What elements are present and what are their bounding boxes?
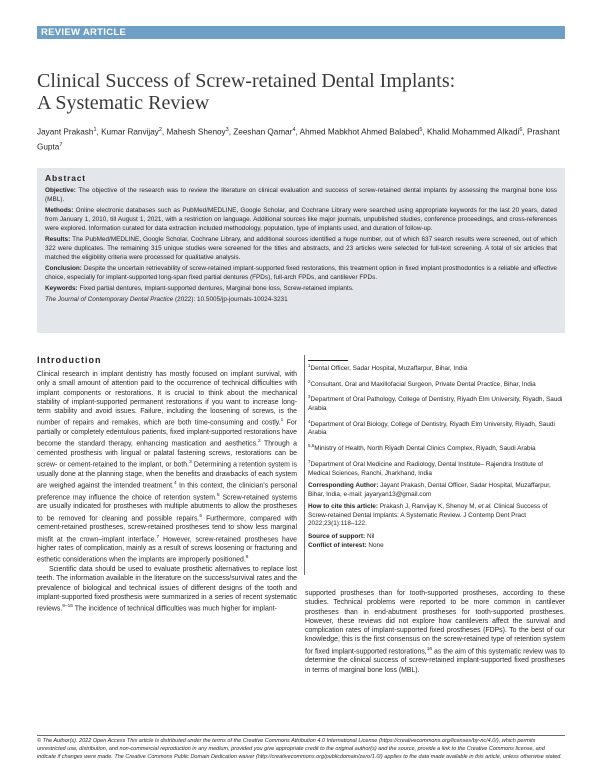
affiliations-block bbox=[308, 362, 565, 550]
article-title bbox=[37, 70, 565, 114]
affiliation-marker: 4 bbox=[308, 418, 311, 424]
introduction-heading: Introduction bbox=[37, 355, 102, 365]
text-run: In this context, the clinician's personal preference may influence the choice of retention system. bbox=[37, 482, 297, 502]
article-type-label: REVIEW ARTICLE bbox=[41, 27, 127, 38]
author-affiliation-marker: 3 bbox=[225, 127, 229, 133]
affiliation-item bbox=[308, 362, 565, 374]
footnote-rule bbox=[308, 360, 348, 361]
affiliation-marker: 7 bbox=[308, 458, 311, 464]
abstract-box bbox=[37, 168, 565, 333]
author-affiliation-marker: 6 bbox=[519, 127, 523, 133]
source-of-support: Source of support: Nil bbox=[308, 533, 375, 541]
affiliation-text: Department of Oral Biology, College of Dentistry, Riyadh Elm University, Riyadh, Saudi Arabia bbox=[308, 420, 555, 437]
author-affiliation-marker: 4 bbox=[292, 127, 296, 133]
article-type-banner bbox=[37, 26, 565, 39]
abstract-conclusion: Conclusion: Despite the uncertain retrievability of screw-retained implant-supported fixed restorations, this treatment option in fixed implant prosthodontics is a reliable and effective choice, especially for implant-supported long-span fixed partial dentures (FPDs), full-arch FPDs, and cantilever FPDs. bbox=[45, 265, 557, 281]
citation-marker[interactable]: 2 bbox=[257, 439, 261, 445]
conflict-of-interest: Conflict of interest: None bbox=[308, 541, 384, 549]
citation-marker[interactable]: 8 bbox=[245, 555, 249, 561]
author-affiliation-marker: 1 bbox=[93, 127, 97, 133]
text-run: supported prostheses than for tooth-supported prostheses, according to these studies. Technical problems were reported to be more common in cantilever prostheses than in end-abutment prostheses for tooth-supported prostheses. However, these reviews did not explore how cantilevers affect the survival and complication rates of implant-supported fixed prostheses (FDPs). To the best of our knowledge, this is the first consensus on the screw-retained type of retention system for fixed implant-supported restorations, bbox=[305, 590, 565, 656]
text-run: as the aim of this systematic review was to determine the clinical success of screw-retained implant-supported fixed prostheses in terms of marginal bone loss (MBL). bbox=[305, 648, 565, 674]
author-affiliation-marker: 5 bbox=[419, 127, 423, 133]
author-name: Kumar Ranvijay bbox=[101, 127, 159, 137]
text-run: Determining a retention system is usually done at the planning stage, when the benefits and drawbacks of each system are weighed against the intended treatment. bbox=[37, 461, 298, 490]
affiliation-marker: 3 bbox=[308, 394, 311, 400]
author-affiliation-marker: 2 bbox=[158, 127, 162, 133]
how-to-cite: How to cite this article: Prakash J, Ranvijay K, Shenoy M, et al. Clinical Success of Screw-retained Dental Implants: A Systematic Review. J Contemp Dent Pract 2022;23(1):118–122. bbox=[308, 503, 548, 528]
title-line-2: A Systematic Review bbox=[37, 92, 210, 114]
author-list: Jayant Prakash$^1$, Kumar Ranvijay$^2$, Mahesh Shenoy$^3$, Zeeshan Qamar$^4$, Ahmed Mabkhot Ahmed Balabed$^5$, Khalid Mohammed Alkadi$^6$, Prashant Gupta$^7$ bbox=[37, 127, 560, 152]
introduction-left-column bbox=[37, 370, 297, 760]
affiliation-text: Dental Officer, Sadar Hospital, Muzaffarpur, Bihar, India bbox=[310, 365, 468, 373]
affiliation-item bbox=[308, 458, 565, 478]
text-run: Furthermore, compared with cement-retained prostheses, screw-retained prostheses tend to show less marginal misfit at the crown–implant interface. bbox=[37, 514, 297, 543]
author-name: Ahmed Mabkhot Ahmed Balabed bbox=[299, 127, 420, 137]
text-run: However, screw-retained prostheses have higher rates of complication, mainly as a result of screws loosening or fracturing and esthetic considerations when the implants are improperly positioned. bbox=[37, 535, 297, 564]
title-line-1: Clinical Success of Screw-retained Dental Implants: bbox=[37, 70, 456, 92]
column-divider bbox=[304, 355, 305, 575]
journal-citation: The Journal of Contemporary Dental Practice (2022): 10.5005/jp-journals-10024-3231 bbox=[45, 296, 288, 303]
text-run: Through a cemented prosthesis with lingual or palatal fastening screws, restorations can be screw- or cement-retained to the implant, or both. bbox=[37, 440, 297, 469]
text-run: Screw-retained systems are usually indicated for prostheses with multiple abutments to allow the prostheses to be removed for cleaning and possible repairs. bbox=[37, 494, 297, 522]
affiliation-list bbox=[308, 362, 565, 478]
citation-marker[interactable]: 16 bbox=[426, 646, 433, 652]
citation-marker[interactable]: 9–15 bbox=[62, 604, 73, 610]
affiliation-text: Department of Oral Pathology, College of Dentistry, Riyadh Elm University, Riyadh, Saudi Arabia bbox=[308, 396, 563, 413]
citation-marker[interactable]: 7 bbox=[156, 534, 160, 540]
affiliation-item bbox=[308, 442, 565, 454]
affiliation-item bbox=[308, 393, 565, 413]
introduction-right-column bbox=[305, 589, 565, 675]
abstract-results: Results: The PubMed/MEDLINE, Google Scholar, Cochrane Library, and additional sources identified a huge number, out of which 637 search results were screened, out of which 322 were duplicates. The remaining 315 unique studies were screened for the titles and abstracts, and 23 articles were selected for full-text screening. A total of six articles that matched the eligibility criteria were processed for qualitative analysis. bbox=[45, 236, 557, 261]
text-run: Scientific data should be used to evaluate prosthetic alternatives to replace lost teeth. The information available in the literature on the success/survival rates and the prevalence of biological and technical issues of different designs of the tooth and implant-supported fixed prosthesis were summarized in a series of recent systematic reviews. bbox=[37, 566, 297, 613]
intro-paragraph-2 bbox=[37, 565, 297, 614]
citation-marker[interactable]: 6 bbox=[199, 513, 202, 519]
license-rule bbox=[37, 735, 565, 736]
abstract-heading: Abstract bbox=[45, 173, 86, 183]
citation-marker[interactable]: 5 bbox=[216, 492, 220, 498]
affiliation-text: Department of Oral Medicine and Radiology, Dental Institute– Rajendra Institute of Medical Sciences, Ranchi, Jharkhand, India bbox=[308, 460, 544, 477]
text-run: For partially or completely edentulous patients, fixed implant-supported restorations have become the standard therapy, enhancing mastication and aesthetics. bbox=[37, 419, 297, 448]
corresponding-author: Corresponding Author: Jayant Prakash, Dental Officer, Sadar Hospital, Muzaffarpur, Bihar, India, e-mail: jayaryan13@gmail.com bbox=[308, 482, 551, 498]
affiliation-marker: 5,6 bbox=[308, 443, 315, 449]
author-name: Prashant Gupta bbox=[37, 127, 560, 152]
author-affiliation-marker: 7 bbox=[59, 141, 63, 148]
author-name: Mahesh Shenoy bbox=[166, 127, 226, 137]
affiliation-item bbox=[308, 418, 565, 438]
affiliation-text: Ministry of Health, North Riyadh Dental Clinics Complex, Riyadh, Saudi Arabia bbox=[314, 445, 536, 453]
text-run: The incidence of technical difficulties was much higher for implant- bbox=[72, 605, 277, 613]
abstract-objective: Objective: The objective of the research was to review the literature on clinical evaluation and success of screw-retained dental implants by assessing the marginal bone loss (MBL). bbox=[45, 187, 557, 203]
license-text: © The Author(s). 2022 Open Access This article is distributed under the terms of the Creative Commons Attribution 4.0 International License (https://creativecommons.org/licenses/by-nc/4.0/), which permits unrestricted use, distribution, and non-commercial reproduction in any medium, provided you give appropriate credit to the original author(s) and the source, provide a link to the Creative Commons license, and indicate if changes were made. The Creative Commons Public Domain Dedication waiver (http://creativecommons.org/publicdomain/zero/1.0/) applies to the data made available in this article, unless otherwise stated. bbox=[37, 738, 562, 761]
citation-marker[interactable]: 4 bbox=[173, 481, 177, 487]
abstract-methods: Methods: Online electronic databases such as PubMed/MEDLINE, Google Scholar, and Cochrane Library were searched using appropriate keywords for the last 20 years, dated from January 1, 2010, till August 1, 2021, with a restriction on language. Additional sources like major journals, unpublished studies, conference proceedings, and cross-references were explored. Information curated for data extraction included methodology, population, type of implants used, and duration of follow-up. bbox=[45, 207, 557, 232]
author-name: Jayant Prakash bbox=[37, 127, 94, 137]
intro-paragraph-continued bbox=[305, 589, 565, 675]
author-name: Zeeshan Qamar bbox=[233, 127, 293, 137]
affiliation-marker: 2 bbox=[308, 378, 311, 384]
intro-paragraph-1 bbox=[37, 370, 297, 565]
author-name: Khalid Mohammed Alkadi bbox=[426, 127, 520, 137]
text-run: Clinical research in implant dentistry has mostly focused on implant survival, with only a small amount of attention paid to the occurrence of technical difficulties with implant components or restorations. It is crucial to think about the mechanical stability of implant-supported permanent restorations if you want to increase long-term stability and avoid issues. Failure, including the loosening of screws, is the number of repairs and remakes, which are both time-consuming and costly. bbox=[37, 371, 297, 427]
abstract-keywords: Keywords: Fixed partial dentures, Implant-supported dentures, Marginal bone loss, Screw-retained implants. bbox=[45, 285, 354, 292]
citation-marker[interactable]: 1 bbox=[280, 418, 284, 424]
affiliation-marker: 1 bbox=[308, 363, 311, 368]
citation-marker[interactable]: 3 bbox=[189, 460, 192, 466]
affiliation-item bbox=[308, 378, 565, 390]
affiliation-text: Consultant, Oral and Maxillofacial Surgeon, Private Dental Practice, Bihar, India bbox=[310, 380, 536, 388]
